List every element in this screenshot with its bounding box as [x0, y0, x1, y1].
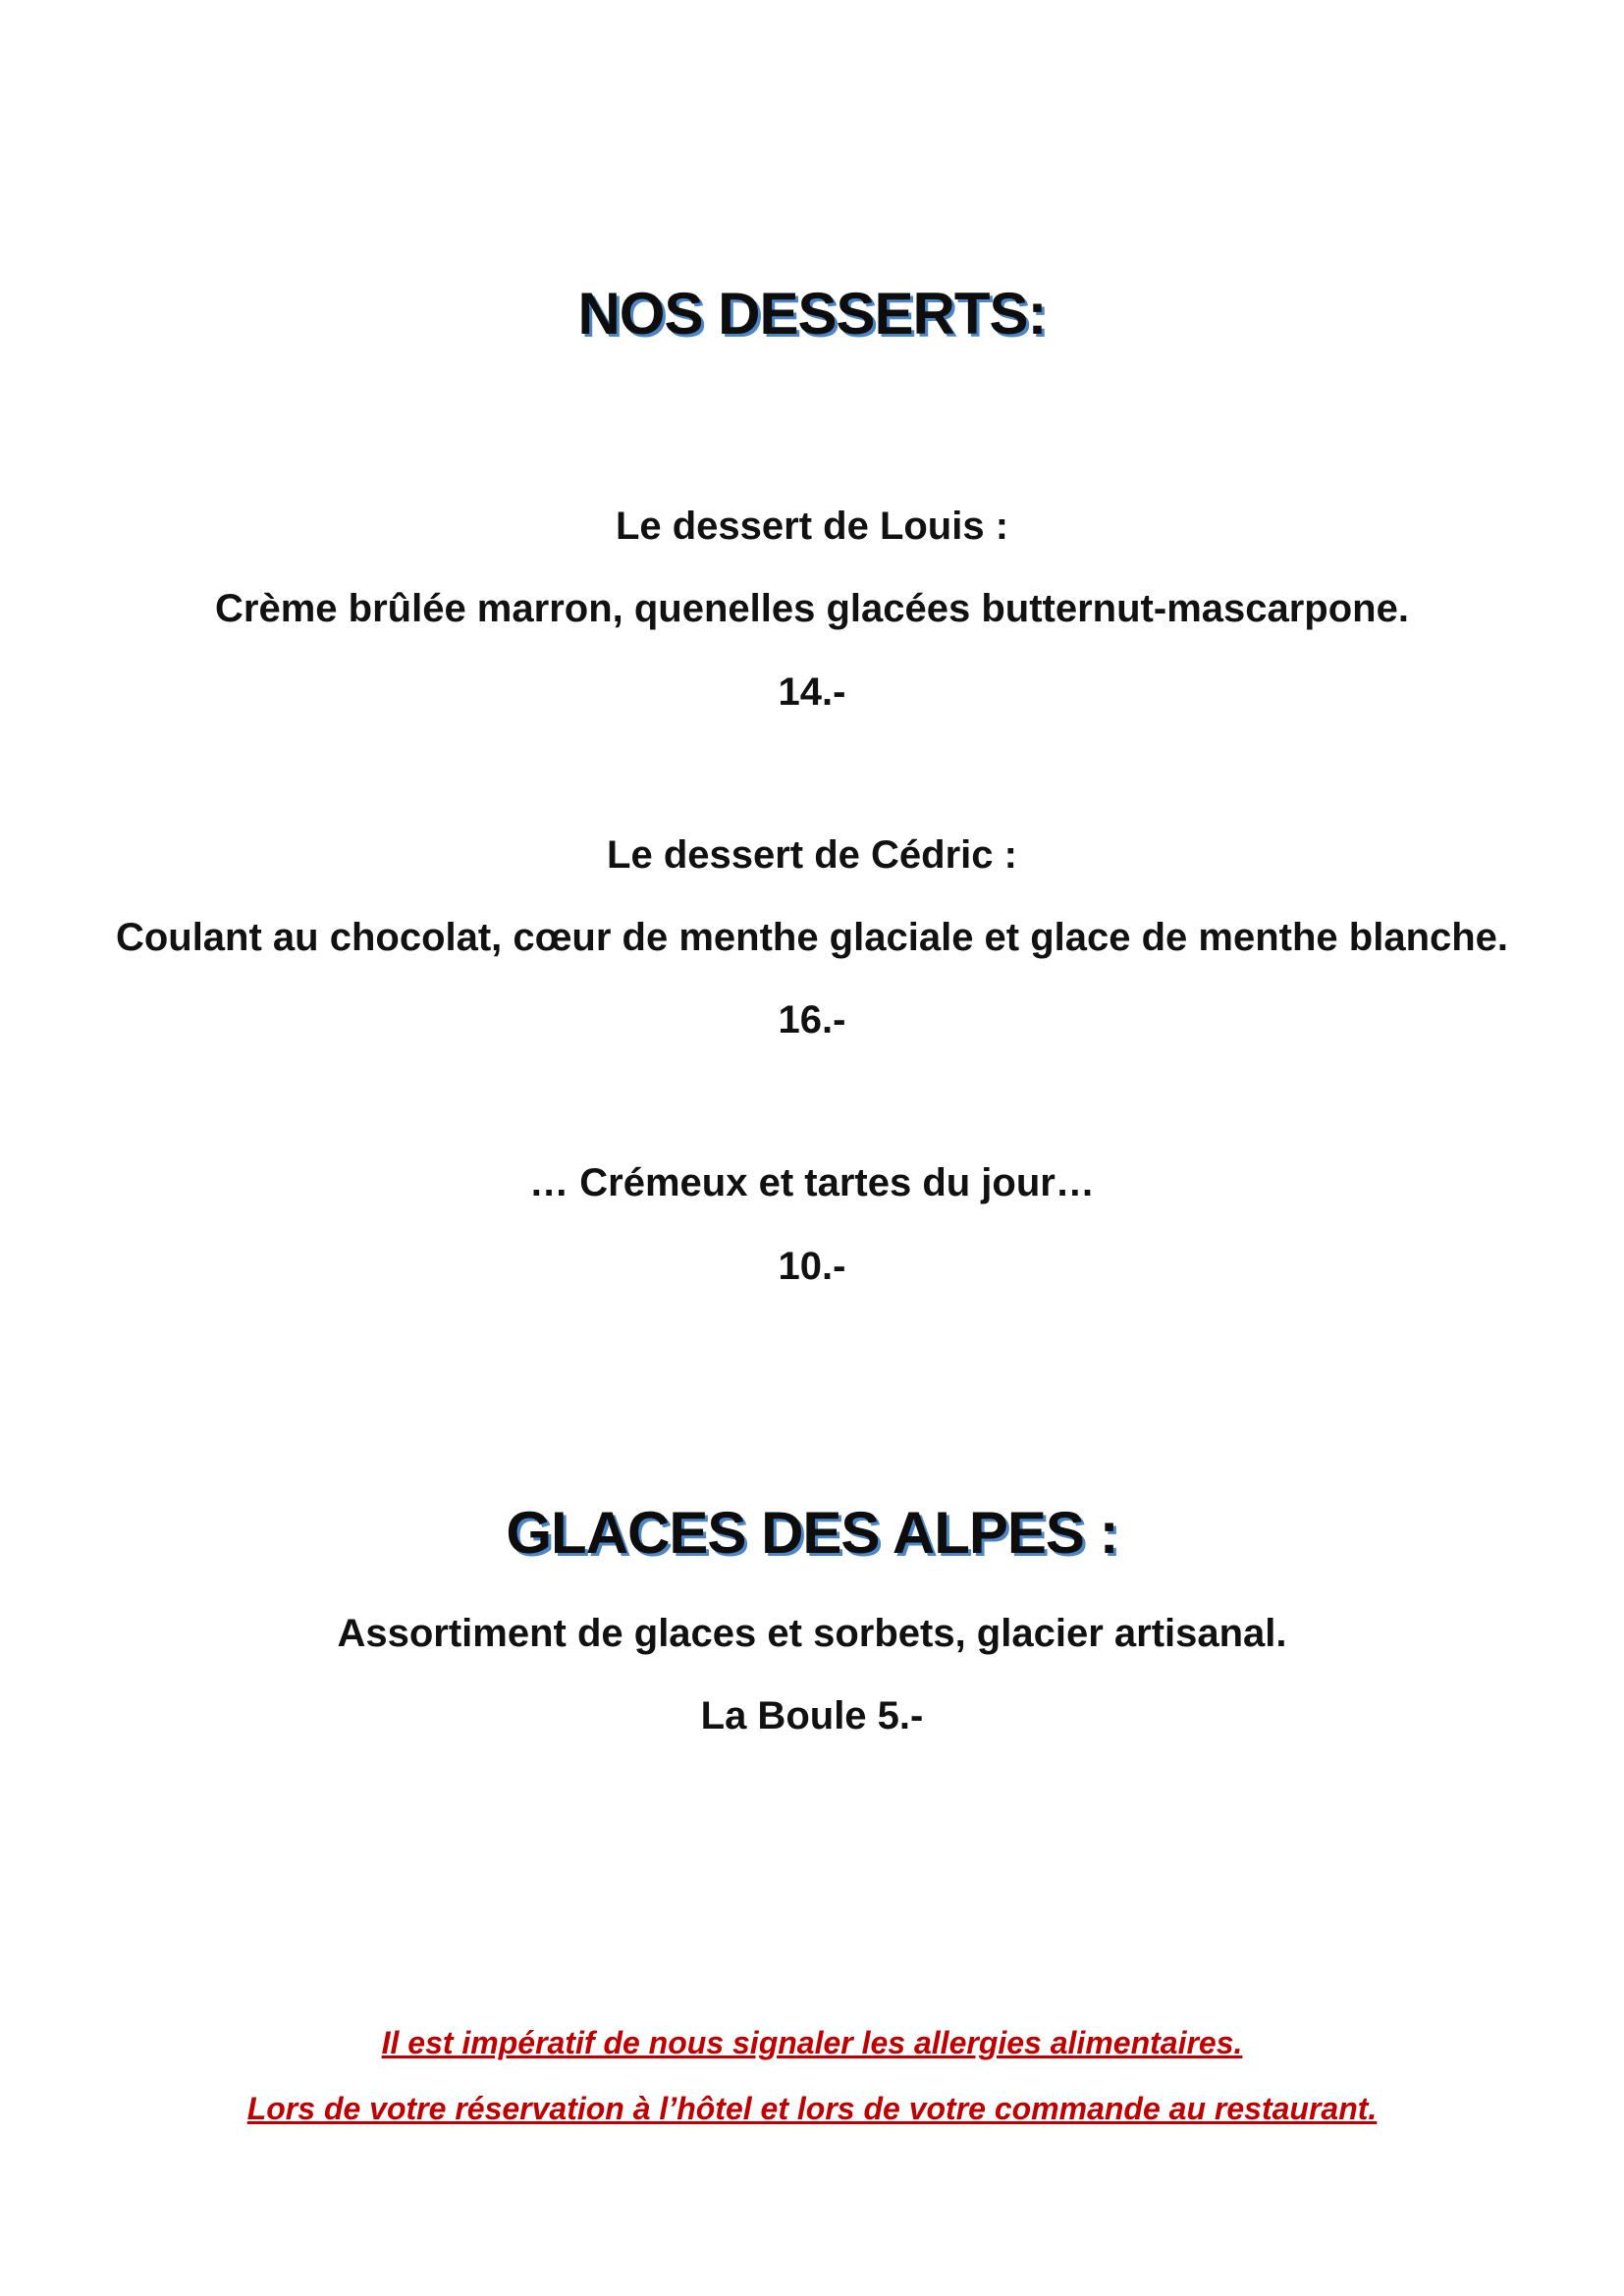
dessert-price: 16.- — [778, 998, 846, 1041]
glaces-description: Assortiment de glaces et sorbets, glacier artisanal. — [337, 1612, 1287, 1655]
dessert-description: Coulant au chocolat, cœur de menthe glaciale et glace de menthe blanche. — [115, 916, 1509, 959]
desserts-heading: NOS DESSERTS: — [577, 281, 1047, 347]
dessert-title: Le dessert de Cédric : — [607, 833, 1017, 877]
allergy-notice-line-2: Lors de votre réservation à l’hôtel et lors de votre commande au restaurant. — [246, 2091, 1378, 2126]
dessert-price: 14.- — [778, 670, 846, 714]
allergy-notice-line-1: Il est impératif de nous signaler les allergies alimentaires. — [381, 2025, 1243, 2060]
dessert-price: 10.- — [778, 1245, 846, 1288]
dessert-title: … Crémeux et tartes du jour… — [529, 1161, 1095, 1204]
dessert-title: Le dessert de Louis : — [615, 505, 1009, 548]
glaces-heading: GLACES DES ALPES : — [506, 1500, 1118, 1566]
glaces-price: La Boule 5.- — [700, 1694, 924, 1737]
dessert-description: Crème brûlée marron, quenelles glacées butternut-mascarpone. — [215, 587, 1409, 630]
